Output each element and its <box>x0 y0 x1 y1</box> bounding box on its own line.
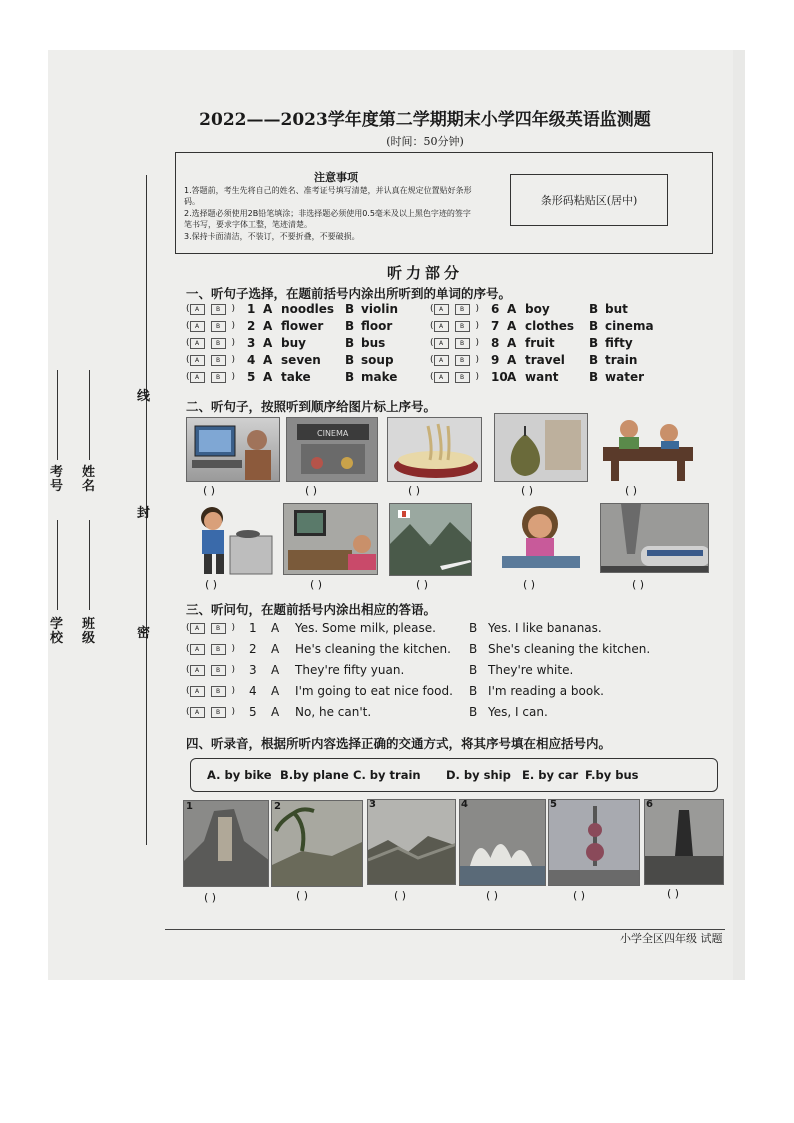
answer-bracket[interactable]: ( ) <box>203 484 216 497</box>
seal-char: 密 <box>137 626 151 641</box>
option-b-label: B <box>469 642 478 656</box>
item-number: 4 <box>247 353 256 367</box>
question-1-row <box>186 353 394 367</box>
notice-title: 注意事项 <box>314 171 358 184</box>
close-paren: ) <box>475 355 480 365</box>
option-a-label: A <box>263 319 273 333</box>
item-number: 5 <box>247 370 256 384</box>
answer-bracket[interactable]: ( ) <box>523 578 536 591</box>
option-a-text: Yes. Some milk, please. <box>295 621 436 635</box>
option-b-text: fifty <box>605 336 633 350</box>
option-b-text: train <box>605 353 638 367</box>
answer-bubble-b[interactable]: B <box>455 338 470 349</box>
seal-char: 封 <box>137 506 151 521</box>
transport-options <box>190 758 718 792</box>
option-a-label: A <box>263 336 273 350</box>
item-number: 4 <box>249 684 257 698</box>
option-b-label: B <box>589 353 599 367</box>
question-1-row <box>430 370 644 384</box>
close-paren: ) <box>231 665 236 675</box>
option-b-label: B <box>589 319 599 333</box>
exam-number-blank <box>57 370 58 460</box>
option-b-label: B <box>589 336 599 350</box>
option-b-text: soup <box>361 353 394 367</box>
landmark-picture-1 <box>183 800 269 887</box>
answer-bubble-b[interactable]: B <box>211 623 226 634</box>
option-b-label: B <box>589 302 599 316</box>
answer-bracket[interactable]: ( ) <box>416 578 429 591</box>
close-paren: ) <box>475 372 480 382</box>
notice-item: 1.答题前，考生先将自己的姓名、准考证号填写清楚，并认真在规定位置贴好条形码。 <box>184 186 472 206</box>
option-b-text: floor <box>361 319 393 333</box>
option-a-label: A <box>271 663 280 677</box>
school-blank <box>57 520 58 610</box>
option-a-label: A <box>263 370 273 384</box>
landmark-picture-2 <box>271 800 363 887</box>
answer-bracket[interactable]: ( ) <box>573 889 586 902</box>
item-number: 6 <box>491 302 500 316</box>
name-blank <box>89 370 90 460</box>
option-by-train: C. by train <box>353 768 421 782</box>
option-a-label: A <box>271 621 280 635</box>
open-paren: ( <box>186 665 190 675</box>
option-a-text: fruit <box>525 336 555 350</box>
answer-bubble-a[interactable]: A <box>434 304 449 315</box>
option-b-label: B <box>345 370 355 384</box>
option-b-label: B <box>469 684 478 698</box>
answer-bubble-b[interactable]: B <box>211 665 226 676</box>
answer-bracket[interactable]: ( ) <box>632 578 645 591</box>
option-a-label: A <box>271 684 280 698</box>
option-a-text: They're fifty yuan. <box>295 663 405 677</box>
question-1-row <box>186 370 397 384</box>
answer-bubble-b[interactable]: B <box>211 304 226 315</box>
option-a-text: travel <box>525 353 565 367</box>
close-paren: ) <box>231 338 236 348</box>
answer-bracket[interactable]: ( ) <box>205 578 218 591</box>
option-a-text: noodles <box>281 302 335 316</box>
close-paren: ) <box>231 707 236 717</box>
item-number: 8 <box>491 336 500 350</box>
option-a-label: A <box>271 705 280 719</box>
option-a-text: He's cleaning the kitchen. <box>295 642 451 656</box>
question-2-title: 二、听句子，按照听到顺序给图片标上序号。 <box>186 399 437 414</box>
name-label: 姓名 <box>82 465 96 494</box>
close-paren: ) <box>231 686 236 696</box>
answer-bracket[interactable]: ( ) <box>394 889 407 902</box>
option-a-label: A <box>263 302 273 316</box>
open-paren: ( <box>186 623 190 633</box>
close-paren: ) <box>475 338 480 348</box>
notice-box <box>175 152 713 254</box>
girl-picture <box>496 504 586 576</box>
open-paren: ( <box>186 707 190 717</box>
item-number: 3 <box>247 336 256 350</box>
open-paren: ( <box>186 372 190 382</box>
question-3-row <box>186 684 604 698</box>
option-b-text: She's cleaning the kitchen. <box>488 642 651 656</box>
close-paren: ) <box>475 304 480 314</box>
class-label: 班级 <box>82 617 96 646</box>
option-a-text: seven <box>281 353 321 367</box>
option-b-label: B <box>469 663 478 677</box>
answer-bubble-b[interactable]: B <box>211 644 226 655</box>
answer-bracket[interactable]: ( ) <box>521 484 534 497</box>
school-label: 学校 <box>50 617 64 646</box>
item-number: 2 <box>249 642 257 656</box>
computer-picture <box>186 417 280 482</box>
option-b-text: but <box>605 302 628 316</box>
exam-time: (时间：50分钟) <box>386 135 464 148</box>
answer-bubble-a[interactable]: A <box>190 338 205 349</box>
answer-bubble-a[interactable]: A <box>434 355 449 366</box>
answer-bracket[interactable]: ( ) <box>305 484 318 497</box>
question-1-row <box>186 319 392 333</box>
item-number: 1 <box>249 621 257 635</box>
option-by-ship: D. by ship <box>446 768 511 782</box>
option-b-text: Yes, I can. <box>488 705 548 719</box>
option-a-text: clothes <box>525 319 575 333</box>
open-paren: ( <box>186 644 190 654</box>
landmark-picture-6 <box>644 799 724 885</box>
open-paren: ( <box>186 686 190 696</box>
answer-bubble-a[interactable]: A <box>434 372 449 383</box>
question-1-row <box>186 302 398 316</box>
option-by-car: E. by car <box>522 768 579 782</box>
option-b-text: I'm reading a book. <box>488 684 604 698</box>
item-number: 9 <box>491 353 500 367</box>
option-a-text: take <box>281 370 311 384</box>
landmark-picture-4 <box>459 799 546 886</box>
answer-bracket[interactable]: ( ) <box>625 484 638 497</box>
option-a-text: boy <box>525 302 550 316</box>
answer-bubble-b[interactable]: B <box>455 304 470 315</box>
option-a-label: A <box>507 302 517 316</box>
answer-bubble-a[interactable]: A <box>190 707 205 718</box>
train-picture <box>600 503 709 573</box>
noodles-picture <box>387 417 482 482</box>
answer-bubble-a[interactable]: A <box>434 338 449 349</box>
close-paren: ) <box>231 321 236 331</box>
picture-number: 1 <box>186 801 193 812</box>
close-paren: ) <box>231 644 236 654</box>
plane-picture <box>389 503 472 576</box>
question-3-row <box>186 663 573 677</box>
answer-bubble-b[interactable]: B <box>211 321 226 332</box>
item-number: 5 <box>249 705 257 719</box>
open-paren: ( <box>430 372 434 382</box>
seal-char: 线 <box>137 389 151 404</box>
item-number: 10 <box>491 370 508 384</box>
answer-bubble-a[interactable]: A <box>434 321 449 332</box>
question-1-row <box>186 336 385 350</box>
picture-number: 4 <box>461 799 468 810</box>
option-b-label: B <box>345 353 355 367</box>
close-paren: ) <box>231 304 236 314</box>
question-3-row <box>186 621 602 635</box>
open-paren: ( <box>430 355 434 365</box>
option-a-label: A <box>271 642 280 656</box>
reading-picture <box>601 413 695 482</box>
tv-picture <box>283 503 378 575</box>
option-a-text: flower <box>281 319 324 333</box>
open-paren: ( <box>186 338 190 348</box>
notice-item: 2.选择题必须使用2B铅笔填涂；非选择题必须使用0.5毫米及以上黑色字迹的签字笔书写，要求字体工整，笔迹清楚。 <box>184 209 471 229</box>
answer-bubble-a[interactable]: A <box>190 304 205 315</box>
option-b-text: make <box>361 370 398 384</box>
exam-number-label: 考号 <box>50 465 64 494</box>
answer-bubble-a[interactable]: A <box>190 372 205 383</box>
open-paren: ( <box>430 321 434 331</box>
answer-bracket[interactable]: ( ) <box>204 891 217 904</box>
option-a-text: want <box>525 370 559 384</box>
landmark-picture-5 <box>548 799 640 886</box>
option-a-text: No, he can't. <box>295 705 372 719</box>
option-a-label: A <box>507 336 517 350</box>
answer-bubble-a[interactable]: A <box>190 321 205 332</box>
answer-bubble-b[interactable]: B <box>455 321 470 332</box>
picture-number: 3 <box>369 799 376 810</box>
option-b-label: B <box>345 302 355 316</box>
open-paren: ( <box>186 304 190 314</box>
option-b-text: cinema <box>605 319 654 333</box>
item-number: 3 <box>249 663 257 677</box>
option-b-label: B <box>469 705 478 719</box>
answer-bracket[interactable]: ( ) <box>486 889 499 902</box>
question-1-title: 一、听句子选择，在题前括号内涂出所听到的单词的序号。 <box>186 286 512 301</box>
answer-bubble-b[interactable]: B <box>211 372 226 383</box>
option-b-label: B <box>469 621 478 635</box>
boy-cooking-picture <box>186 502 276 577</box>
class-blank <box>89 520 90 610</box>
question-3-row <box>186 705 548 719</box>
answer-bubble-b[interactable]: B <box>211 686 226 697</box>
question-1-row <box>430 302 628 316</box>
answer-bubble-b[interactable]: B <box>211 707 226 718</box>
answer-bubble-a[interactable]: A <box>190 686 205 697</box>
question-4-title: 四、听录音，根据所听内容选择正确的交通方式，将其序号填在相应括号内。 <box>186 736 612 751</box>
notice-item: 3.保持卡面清洁，不装订，不要折叠，不要破损。 <box>184 232 360 241</box>
option-b-text: Yes. I like bananas. <box>488 621 602 635</box>
option-b-label: B <box>345 336 355 350</box>
option-a-label: A <box>507 353 517 367</box>
item-number: 1 <box>247 302 256 316</box>
close-paren: ) <box>231 372 236 382</box>
option-b-text: violin <box>361 302 398 316</box>
footer-text: 小学全区四年级 试题 <box>620 932 723 945</box>
option-b-label: B <box>589 370 599 384</box>
picture-number: 5 <box>550 799 557 810</box>
question-3-row <box>186 642 650 656</box>
close-paren: ) <box>231 623 236 633</box>
answer-bracket[interactable]: ( ) <box>408 484 421 497</box>
section-title: 听力部分 <box>386 264 463 282</box>
close-paren: ) <box>475 321 480 331</box>
answer-bubble-a[interactable]: A <box>190 623 205 634</box>
close-paren: ) <box>231 355 236 365</box>
option-by-bus: F.by bus <box>585 768 639 782</box>
option-b-text: They're white. <box>488 663 574 677</box>
fruit-picture <box>494 413 588 482</box>
landmark-picture-3 <box>367 799 456 885</box>
answer-bracket[interactable]: ( ) <box>667 887 680 900</box>
open-paren: ( <box>186 355 190 365</box>
option-a-label: A <box>507 319 517 333</box>
answer-bubble-b[interactable]: B <box>455 355 470 366</box>
question-1-row <box>430 336 633 350</box>
option-b-text: water <box>605 370 645 384</box>
answer-bracket[interactable]: ( ) <box>310 578 323 591</box>
option-a-label: A <box>507 370 517 384</box>
open-paren: ( <box>186 321 190 331</box>
option-a-text: buy <box>281 336 306 350</box>
picture-number: 6 <box>646 799 653 810</box>
option-b-text: bus <box>361 336 386 350</box>
answer-bubble-a[interactable]: A <box>190 665 205 676</box>
answer-bracket[interactable]: ( ) <box>296 889 309 902</box>
answer-bubble-a[interactable]: A <box>190 644 205 655</box>
option-b-label: B <box>345 319 355 333</box>
answer-bubble-b[interactable]: B <box>211 355 226 366</box>
answer-bubble-b[interactable]: B <box>211 338 226 349</box>
open-paren: ( <box>430 304 434 314</box>
option-by-plane: B.by plane <box>280 768 349 782</box>
picture-number: 2 <box>274 801 281 812</box>
question-1-row <box>430 353 637 367</box>
option-a-label: A <box>263 353 273 367</box>
item-number: 7 <box>491 319 500 333</box>
exam-title: 2022——2023学年度第二学期期末小学四年级英语监测题 <box>199 110 651 130</box>
answer-bubble-b[interactable]: B <box>455 372 470 383</box>
question-3-title: 三、听问句，在题前括号内涂出相应的答语。 <box>186 602 437 617</box>
question-1-row <box>430 319 654 333</box>
svg-text:CINEMA: CINEMA <box>317 429 349 438</box>
item-number: 2 <box>247 319 256 333</box>
answer-bubble-a[interactable]: A <box>190 355 205 366</box>
cinema-picture <box>286 417 378 482</box>
option-by-bike: A. by bike <box>207 768 272 782</box>
option-a-text: I'm going to eat nice food. <box>295 684 453 698</box>
open-paren: ( <box>430 338 434 348</box>
barcode-area: 条形码粘贴区(居中) <box>510 174 668 226</box>
